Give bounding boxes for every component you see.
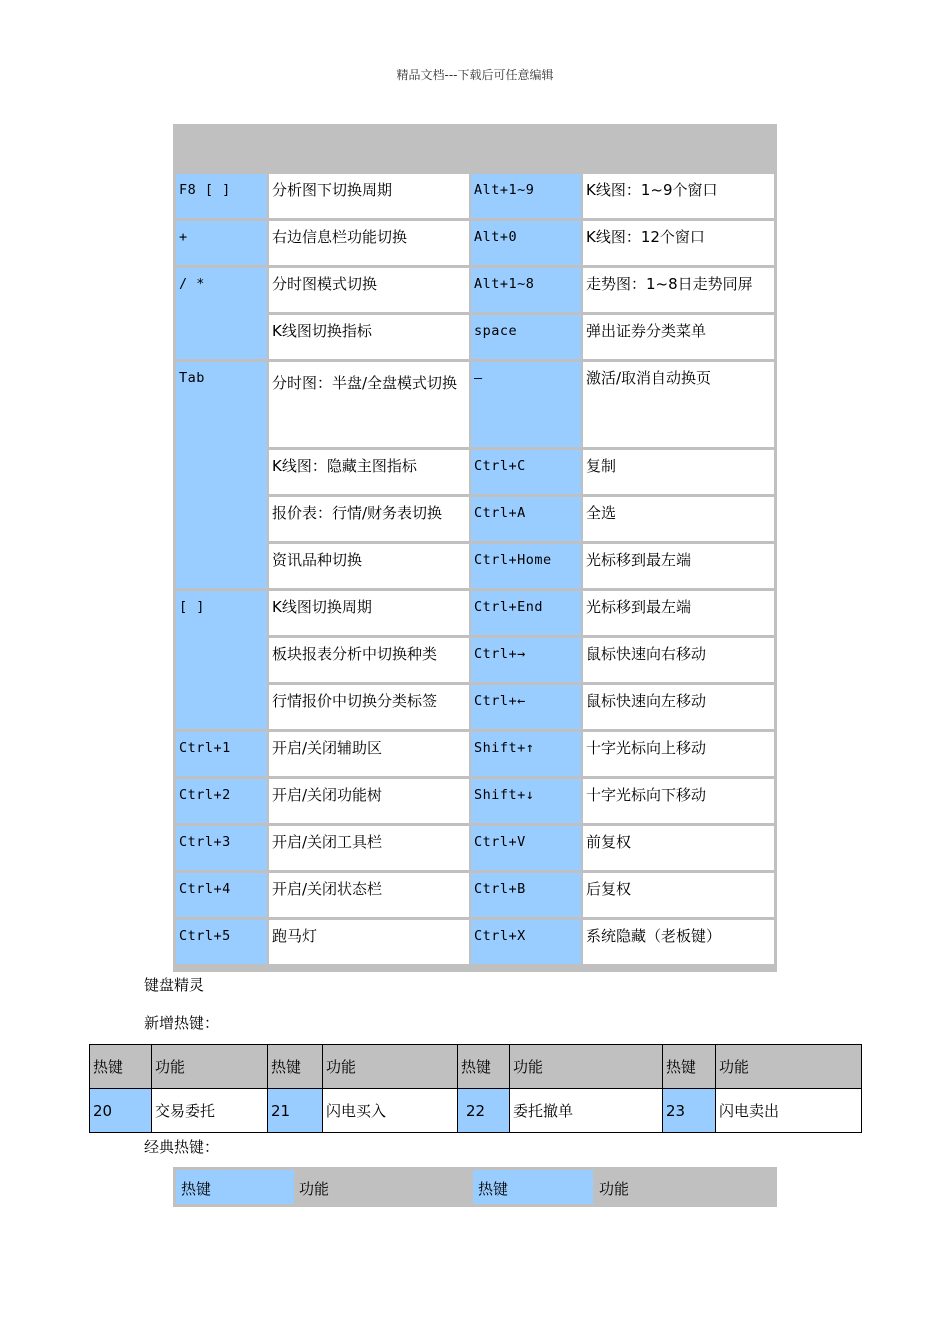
function-cell: 开启/关闭状态栏	[269, 873, 469, 917]
hotkey-cell: 22	[458, 1089, 510, 1133]
function-cell: 复制	[583, 450, 774, 494]
hotkey-cell: Ctrl+1	[176, 732, 267, 776]
section-label-classic-hotkeys: 经典热键：	[144, 1138, 220, 1156]
table-header-row	[90, 1045, 862, 1089]
hotkey-cell: Ctrl+V	[471, 826, 581, 870]
hotkey-cell: 23	[663, 1089, 716, 1133]
hotkey-cell: Ctrl+4	[176, 873, 267, 917]
header-cell: 功能	[323, 1045, 458, 1089]
hotkey-cell: Ctrl+A	[471, 497, 581, 541]
hotkey-cell: Alt+0	[471, 221, 581, 265]
hotkey-cell: F8 [ ]	[176, 174, 267, 218]
header-cell: 功能	[299, 1180, 330, 1198]
header-cell: 热键	[268, 1045, 323, 1089]
classic-hotkeys-table	[173, 1167, 777, 1207]
hotkey-cell: Ctrl+B	[471, 873, 581, 917]
function-cell: 鼠标快速向左移动	[583, 685, 774, 729]
hotkey-cell: / *	[176, 268, 267, 359]
hotkey-cell: Alt+1~8	[471, 268, 581, 312]
hotkey-cell: +	[176, 221, 267, 265]
header-cell: 热键	[473, 1170, 593, 1204]
header-cell: 热键	[458, 1045, 510, 1089]
function-cell: 开启/关闭辅助区	[269, 732, 469, 776]
table-header-cell	[471, 127, 581, 172]
hotkey-cell: Ctrl+X	[471, 920, 581, 964]
function-cell: 全选	[583, 497, 774, 541]
hotkey-cell: Ctrl+End	[471, 591, 581, 635]
header-cell: 功能	[510, 1045, 663, 1089]
header-cell: 功能	[152, 1045, 268, 1089]
function-cell: K线图：12个窗口	[583, 221, 774, 265]
hotkey-cell: Shift+↑	[471, 732, 581, 776]
shortcut-table	[173, 124, 777, 972]
function-cell: 开启/关闭功能树	[269, 779, 469, 823]
function-cell: 右边信息栏功能切换	[269, 221, 469, 265]
function-cell: 跑马灯	[269, 920, 469, 964]
new-hotkeys-table	[89, 1044, 862, 1133]
hotkey-cell: Ctrl+2	[176, 779, 267, 823]
function-cell: 资讯品种切换	[269, 544, 469, 588]
header-cell: 热键	[90, 1045, 152, 1089]
hotkey-cell: Ctrl+3	[176, 826, 267, 870]
page-header: 精品文档---下载后可任意编辑	[396, 68, 554, 82]
hotkey-cell: Tab	[176, 362, 267, 588]
function-cell: 光标移到最左端	[583, 591, 774, 635]
function-cell: 十字光标向下移动	[583, 779, 774, 823]
function-cell: 十字光标向上移动	[583, 732, 774, 776]
header-cell: 功能	[716, 1045, 862, 1089]
function-cell: 分析图下切换周期	[269, 174, 469, 218]
function-cell: 报价表：行情/财务表切换	[269, 497, 469, 541]
section-label-keyboard-wizard: 键盘精灵	[144, 976, 205, 994]
table-header-cell	[583, 127, 774, 172]
section-label-new-hotkeys: 新增热键：	[144, 1014, 220, 1032]
hotkey-cell: Ctrl+C	[471, 450, 581, 494]
function-cell: 闪电卖出	[716, 1089, 862, 1133]
function-cell: 激活/取消自动换页	[583, 362, 774, 447]
hotkey-cell: Ctrl+Home	[471, 544, 581, 588]
function-cell: 前复权	[583, 826, 774, 870]
function-cell: 行情报价中切换分类标签	[269, 685, 469, 729]
table-header-cell	[176, 127, 267, 172]
hotkey-cell: —	[471, 362, 581, 447]
hotkey-cell: space	[471, 315, 581, 359]
function-cell: K线图：隐藏主图指标	[269, 450, 469, 494]
hotkey-cell: [ ]	[176, 591, 267, 729]
hotkey-cell: 20	[90, 1089, 152, 1133]
function-cell: 交易委托	[152, 1089, 268, 1133]
table-header-cell	[269, 127, 469, 172]
function-cell: K线图切换周期	[269, 591, 469, 635]
hotkey-cell: Ctrl+←	[471, 685, 581, 729]
hotkey-cell: Ctrl+→	[471, 638, 581, 682]
function-cell: 板块报表分析中切换种类	[269, 638, 469, 682]
hotkey-cell: Alt+1~9	[471, 174, 581, 218]
function-cell: 系统隐藏（老板键）	[583, 920, 774, 964]
hotkey-cell: 21	[268, 1089, 323, 1133]
function-cell: K线图：1~9个窗口	[583, 174, 774, 218]
function-cell: 分时图：半盘/全盘模式切换	[269, 362, 469, 447]
function-cell: 委托撤单	[510, 1089, 663, 1133]
function-cell: K线图切换指标	[269, 315, 469, 359]
header-cell: 热键	[176, 1170, 294, 1204]
function-cell: 鼠标快速向右移动	[583, 638, 774, 682]
function-cell: 分时图模式切换	[269, 268, 469, 312]
function-cell: 走势图：1~8日走势同屏	[583, 268, 774, 312]
hotkey-cell: Shift+↓	[471, 779, 581, 823]
header-cell: 热键	[663, 1045, 716, 1089]
header-cell: 功能	[599, 1180, 630, 1198]
function-cell: 光标移到最左端	[583, 544, 774, 588]
hotkey-cell: Ctrl+5	[176, 920, 267, 964]
table-row	[90, 1089, 862, 1133]
function-cell: 后复权	[583, 873, 774, 917]
function-cell: 开启/关闭工具栏	[269, 826, 469, 870]
function-cell: 闪电买入	[323, 1089, 458, 1133]
function-cell: 弹出证券分类菜单	[583, 315, 774, 359]
